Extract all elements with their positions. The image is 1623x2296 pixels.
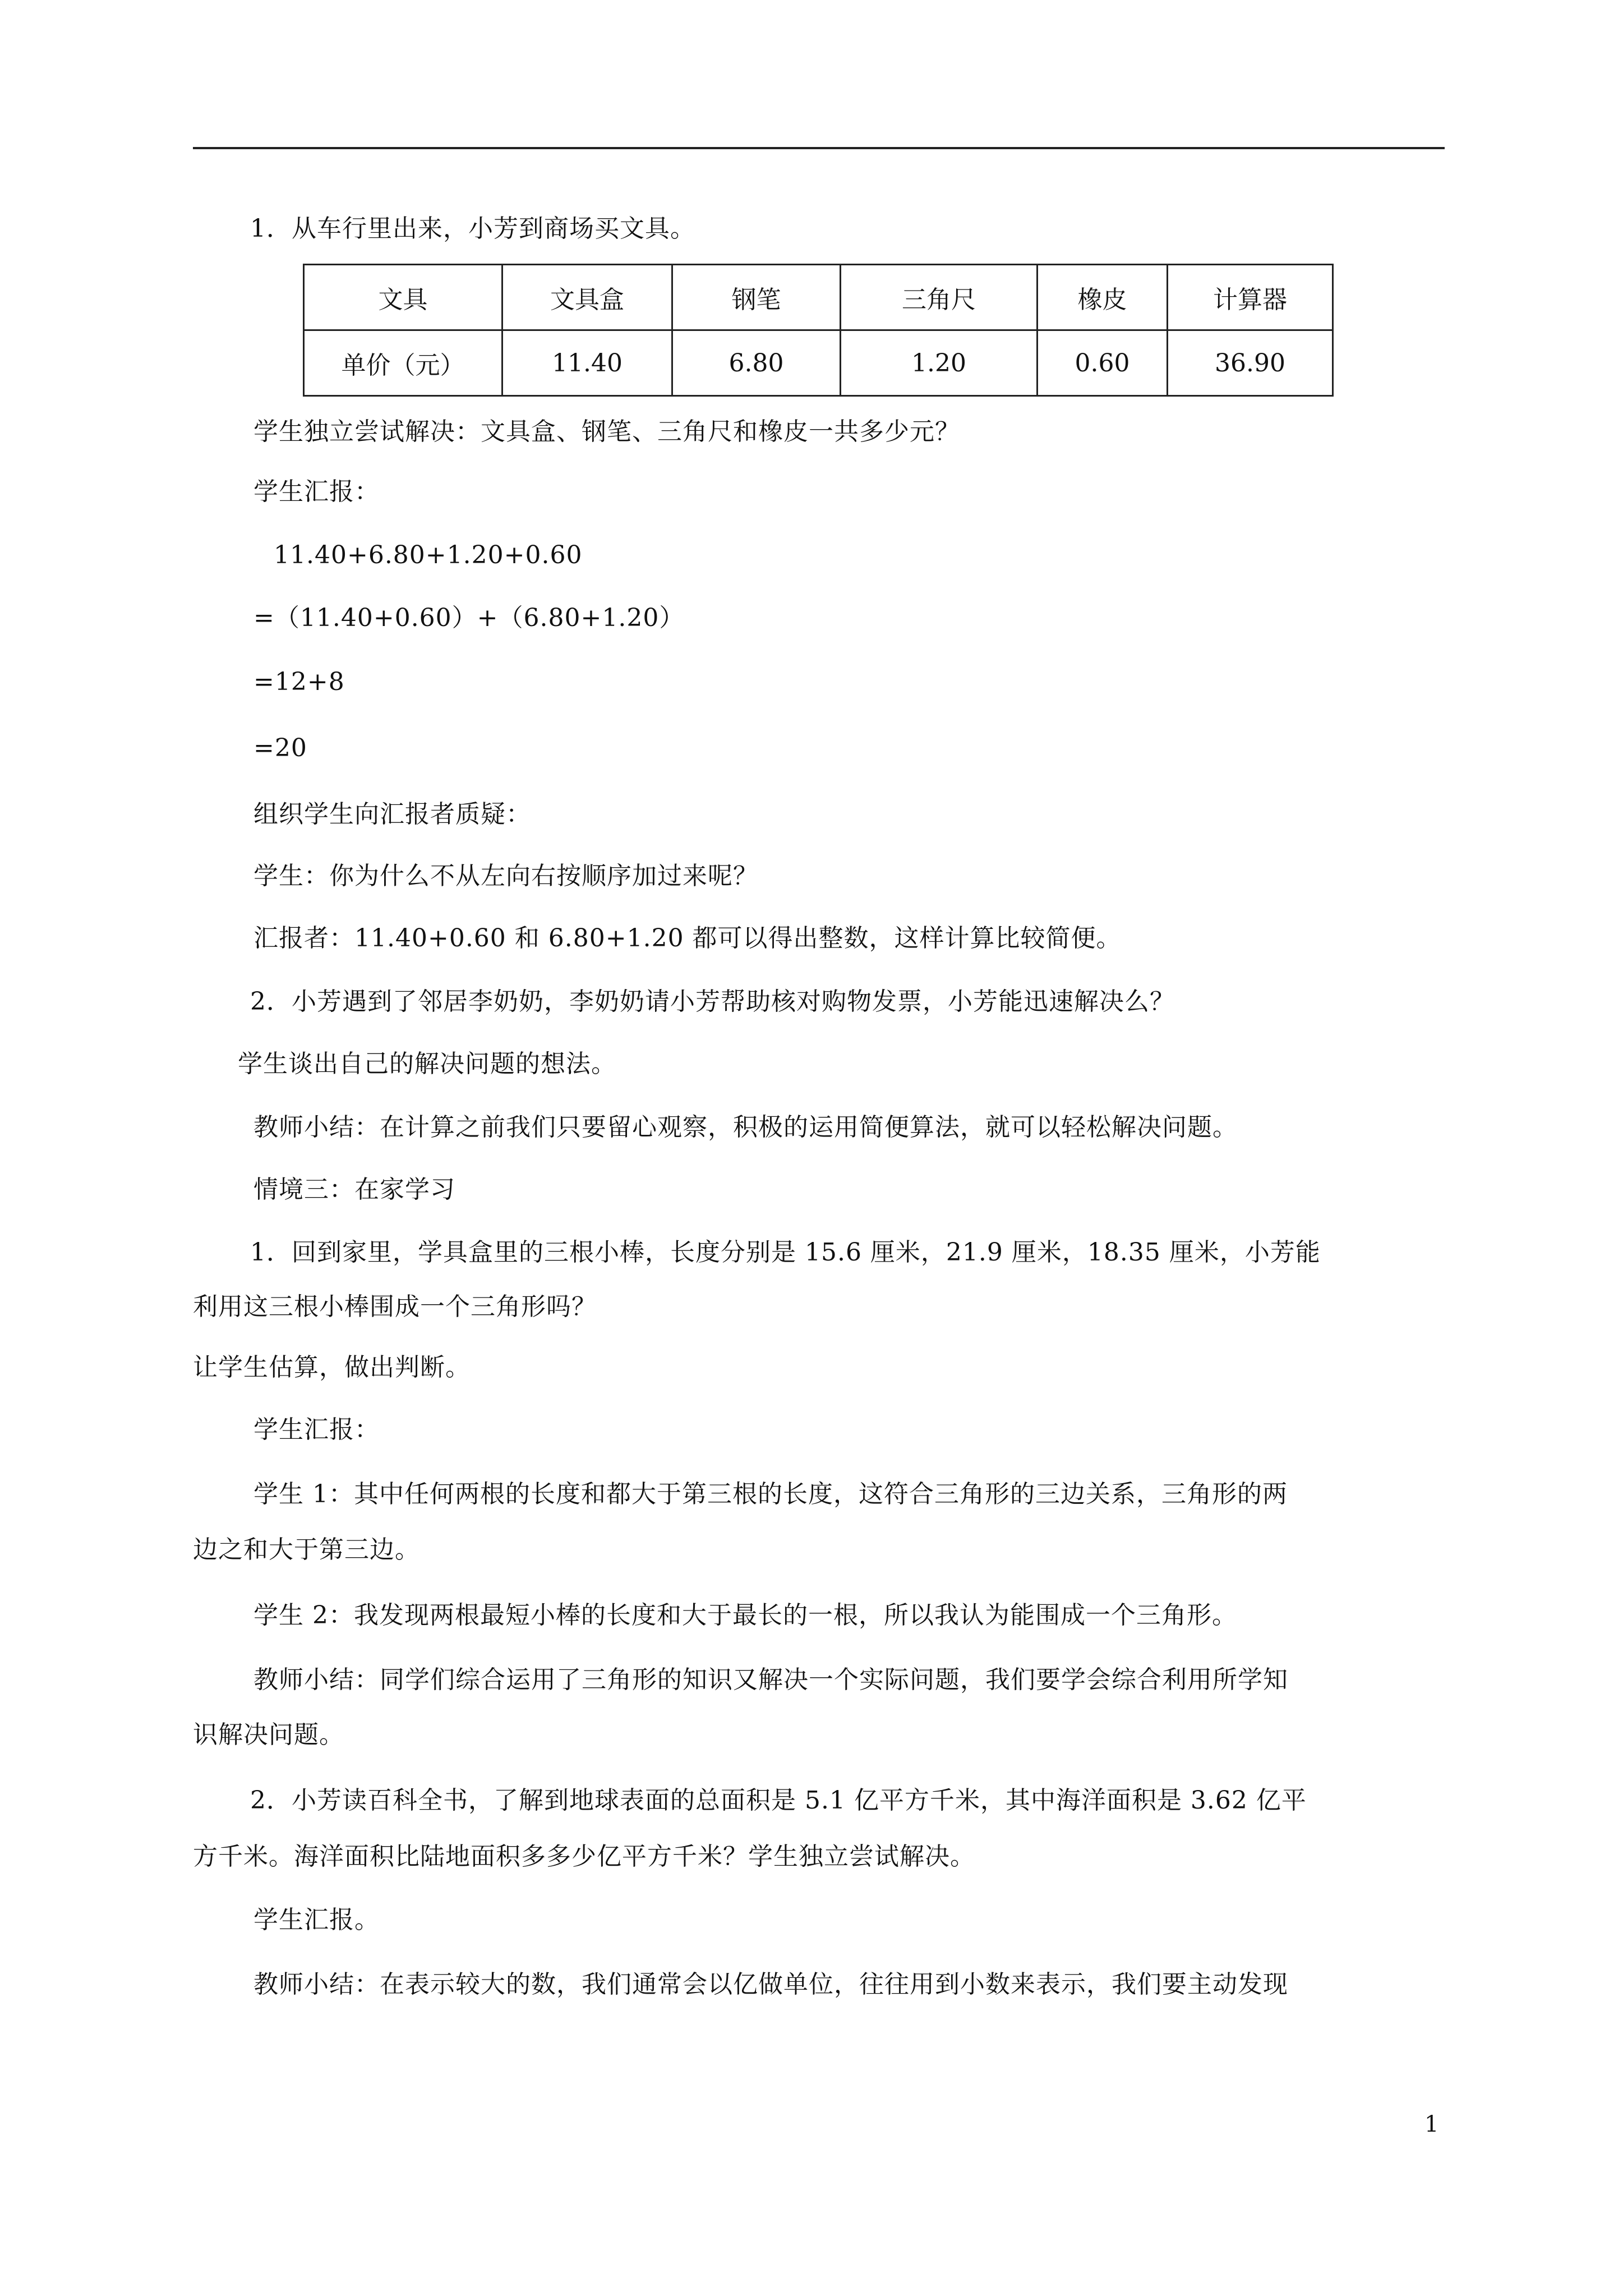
equation-line: =（11.40+0.60）+（6.80+1.20） <box>253 604 685 632</box>
text-line: 学生 2：我发现两根最短小棒的长度和大于最长的一根，所以我认为能围成一个三角形。 <box>253 1601 1237 1630</box>
page-number: 1 <box>1424 2111 1439 2137</box>
text-line: 识解决问题。 <box>193 1720 344 1749</box>
header-rule <box>193 147 1445 149</box>
table-cell: 橡皮 <box>1038 265 1168 330</box>
stationery-price-table <box>303 264 1334 397</box>
text-line: 汇报者：11.40+0.60 和 6.80+1.20 都可以得出整数，这样计算比较简便。 <box>253 924 1122 953</box>
table-cell: 36.90 <box>1168 330 1333 396</box>
table-cell: 1.20 <box>841 330 1038 396</box>
table-cell: 0.60 <box>1038 330 1168 396</box>
text-line: 学生谈出自己的解决问题的想法。 <box>238 1050 616 1078</box>
text-line: 学生：你为什么不从左向右按顺序加过来呢？ <box>253 862 758 890</box>
table-cell: 6.80 <box>672 330 841 396</box>
text-line: 教师小结：在计算之前我们只要留心观察，积极的运用简便算法，就可以轻松解决问题。 <box>253 1113 1238 1142</box>
table-cell: 计算器 <box>1168 265 1333 330</box>
text-line: 边之和大于第三边。 <box>193 1535 420 1564</box>
text-line: 利用这三根小棒围成一个三角形吗？ <box>193 1292 597 1321</box>
equation-line: 11.40+6.80+1.20+0.60 <box>274 541 583 569</box>
table-cell: 单价（元） <box>304 330 502 396</box>
table-cell: 钢笔 <box>672 265 841 330</box>
text-line: 2．小芳遇到了邻居李奶奶，李奶奶请小芳帮助核对购物发票，小芳能迅速解决么？ <box>250 987 1175 1016</box>
text-line: 教师小结：同学们综合运用了三角形的知识又解决一个实际问题，我们要学会综合利用所学知 <box>253 1665 1288 1694</box>
text-line: 方千米。海洋面积比陆地面积多多少亿平方千米？学生独立尝试解决。 <box>193 1842 975 1871</box>
text-line: 情境三：在家学习 <box>253 1175 455 1204</box>
equation-line: =12+8 <box>253 668 345 696</box>
table-row <box>304 330 1333 396</box>
text-line: 学生独立尝试解决：文具盒、钢笔、三角尺和橡皮一共多少元？ <box>253 417 960 446</box>
text-line: 学生汇报： <box>253 1415 380 1444</box>
equation-line: =20 <box>253 734 307 762</box>
text-line: 让学生估算，做出判断。 <box>193 1353 471 1382</box>
text-line: 教师小结：在表示较大的数，我们通常会以亿做单位，往往用到小数来表示，我们要主动发现 <box>253 1970 1288 1999</box>
table-header-row <box>304 265 1333 330</box>
text-line: 2．小芳读百科全书，了解到地球表面的总面积是 5.1 亿平方千米，其中海洋面积是 3.62 亿平 <box>250 1786 1307 1815</box>
text-line: 学生汇报。 <box>253 1906 380 1934</box>
text-line: 1．回到家里，学具盒里的三根小棒，长度分别是 15.6 厘米，21.9 厘米，18.35 厘米，小芳能 <box>250 1238 1321 1267</box>
table-cell: 文具盒 <box>502 265 672 330</box>
table-cell: 文具 <box>304 265 502 330</box>
table-cell: 11.40 <box>502 330 672 396</box>
text-line: 学生 1：其中任何两根的长度和都大于第三根的长度，这符合三角形的三边关系，三角形的两 <box>253 1480 1288 1508</box>
question-1-intro: 1．从车行里出来，小芳到商场买文具。 <box>250 214 695 243</box>
table-cell: 三角尺 <box>841 265 1038 330</box>
text-line: 学生汇报： <box>253 477 380 506</box>
text-line: 组织学生向汇报者质疑： <box>253 800 531 829</box>
